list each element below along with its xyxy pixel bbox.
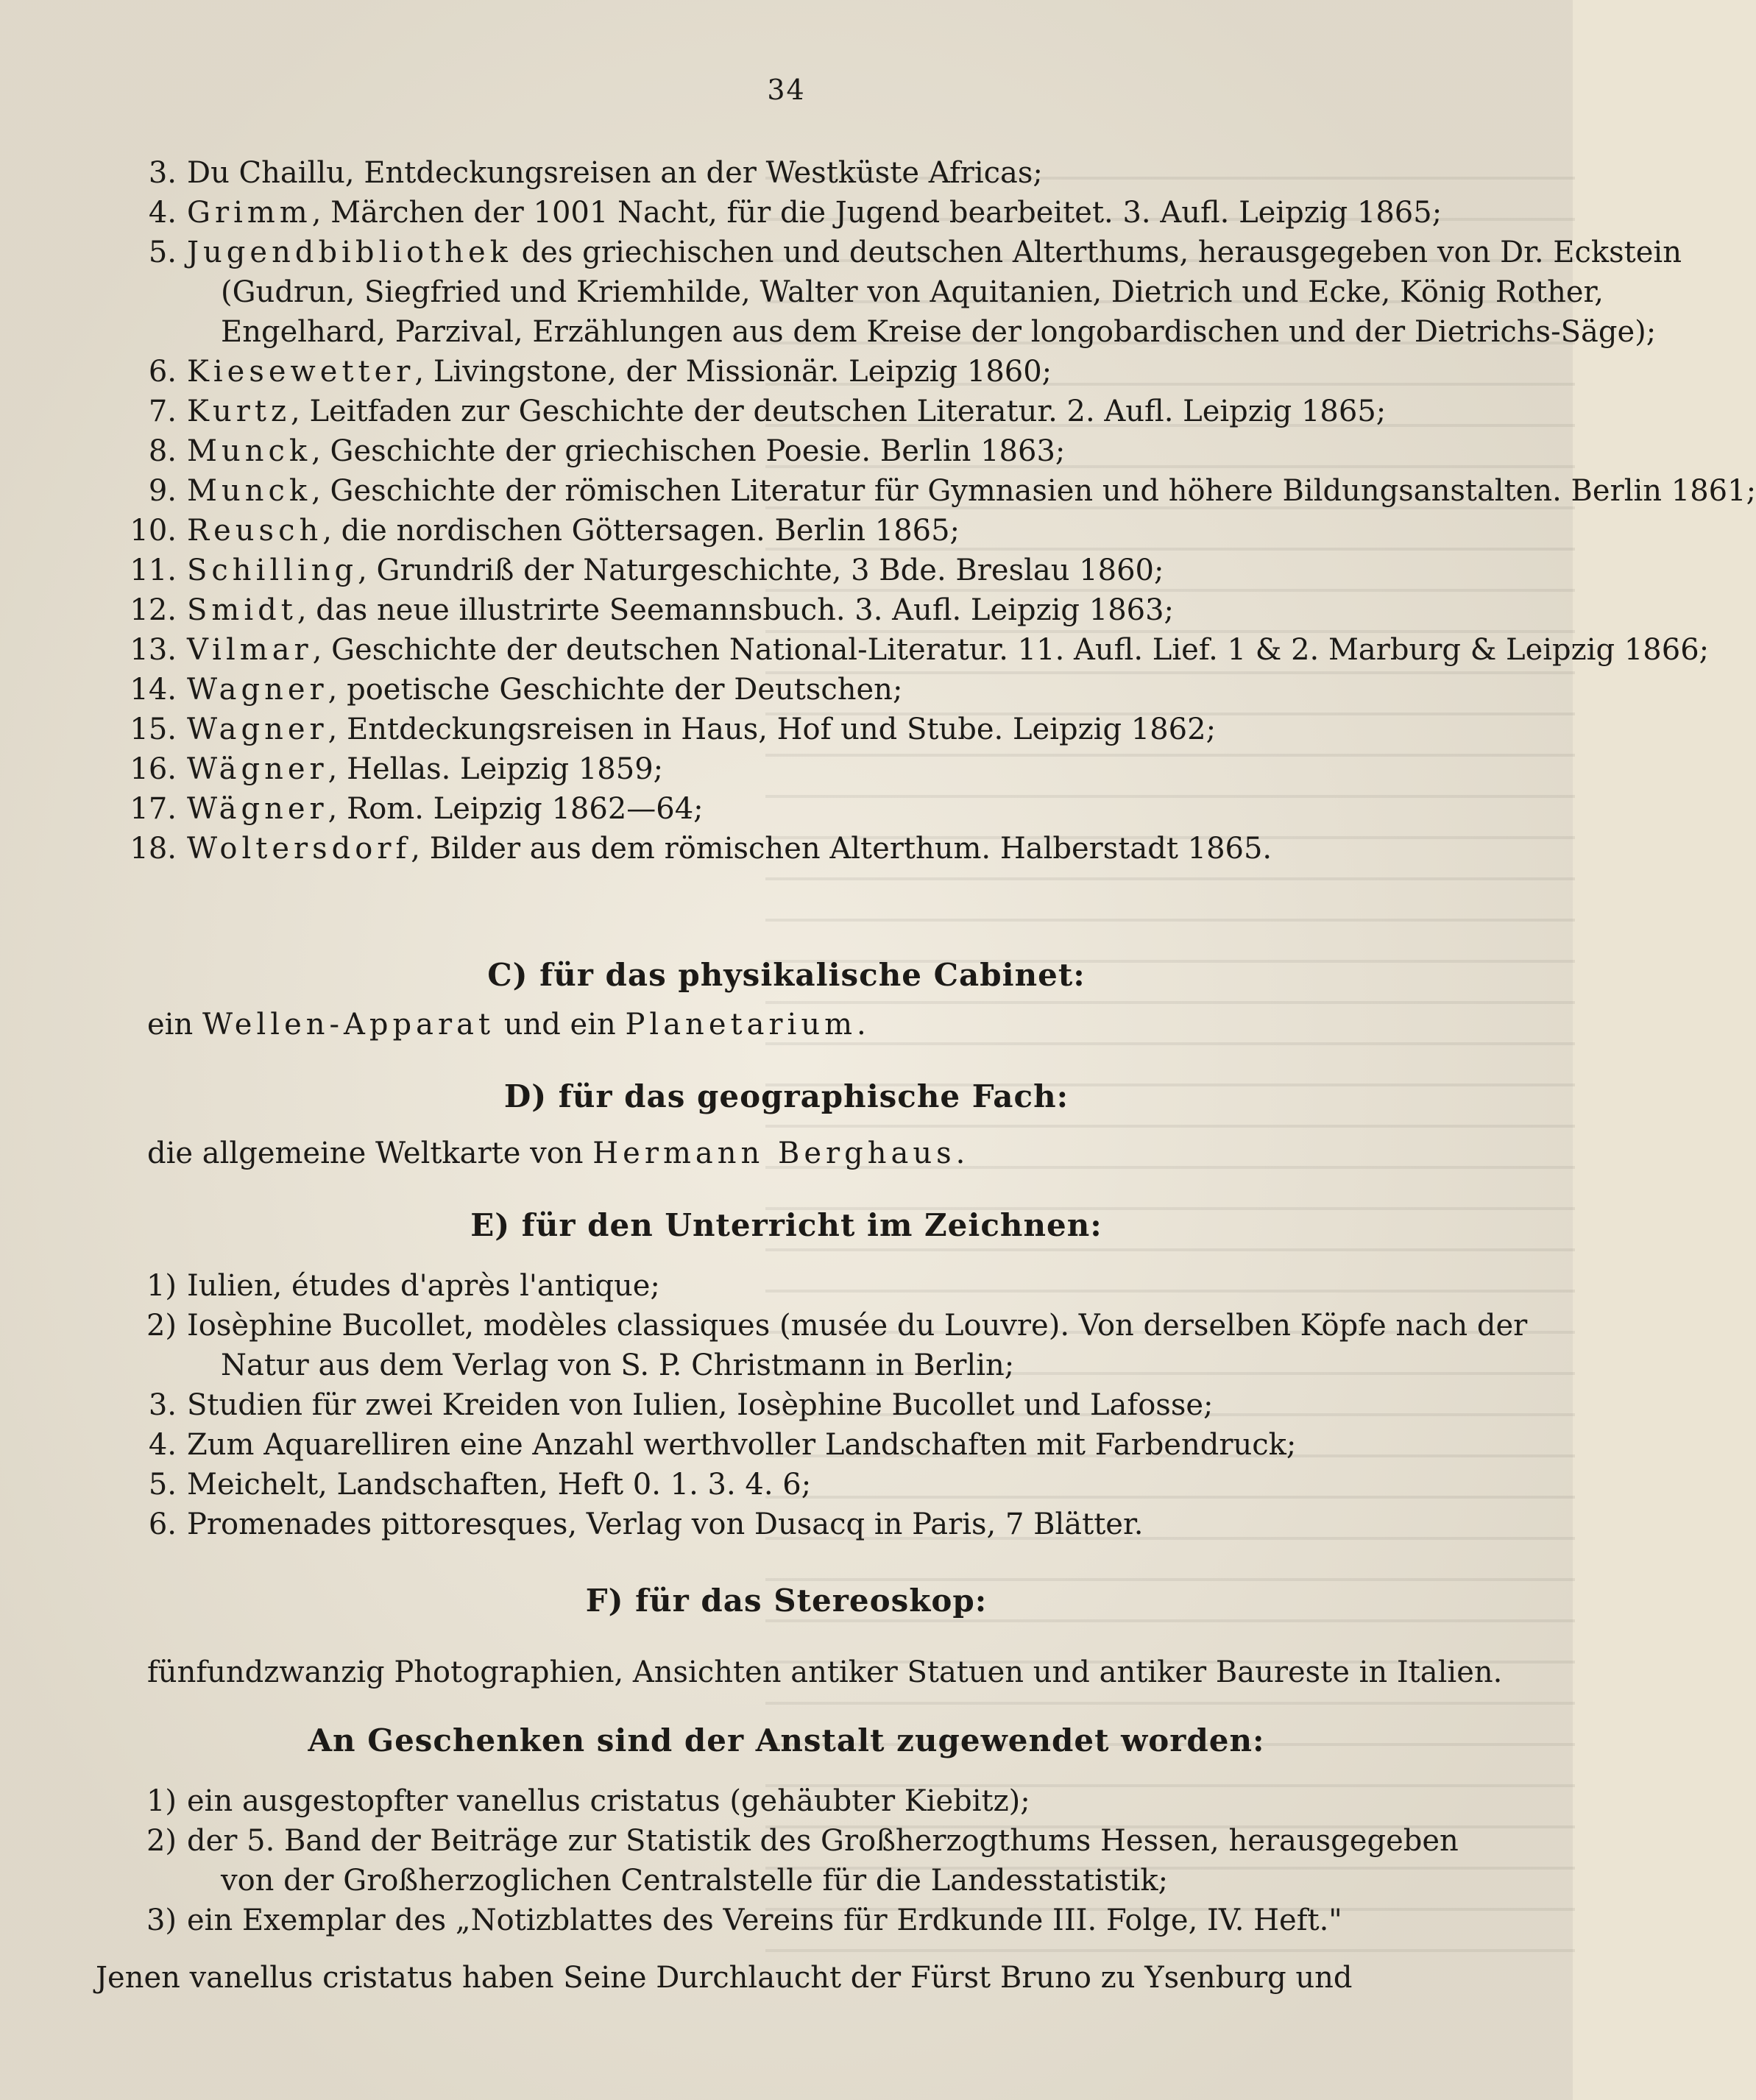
list-item: 6. Kiesewetter, Livingstone, der Missionär. Leipzig 1860; bbox=[148, 355, 1052, 389]
list-item: 5. Jugendbibliothek des griechischen und deutschen Alterthums, herausgegeben von Dr. Eckstein bbox=[148, 236, 1682, 269]
list-item: 4. Zum Aquarelliren eine Anzahl werthvoller Landschaften mit Farbendruck; bbox=[148, 1428, 1297, 1462]
section-d-heading: D) für das geographische Fach: bbox=[503, 1078, 1069, 1114]
list-item: 7. Kurtz, Leitfaden zur Geschichte der deutschen Literatur. 2. Aufl. Leipzig 1865; bbox=[148, 395, 1387, 428]
page-number: 34 bbox=[767, 74, 806, 106]
list-item: 2) der 5. Band der Beiträge zur Statistik des Großherzogthums Hessen, herausgegeben bbox=[146, 1824, 1459, 1858]
section-f-heading: F) für das Stereoskop: bbox=[585, 1583, 988, 1619]
list-item-continuation: Engelhard, Parzival, Erzählungen aus dem Kreise der longobardischen und der Dietrichs-Säge); bbox=[221, 315, 1657, 349]
list-item: 16. Wägner, Hellas. Leipzig 1859; bbox=[130, 752, 664, 786]
list-item: 13. Vilmar, Geschichte der deutschen National-Literatur. 11. Aufl. Lief. 1 & 2. Marburg & Leipzig 1866; bbox=[130, 633, 1710, 667]
list-item: 1) ein ausgestopfter vanellus cristatus (gehäubter Kiebitz); bbox=[146, 1784, 1030, 1818]
list-item: 11. Schilling, Grundriß der Naturgeschichte, 3 Bde. Breslau 1860; bbox=[130, 554, 1164, 587]
closing-line: Jenen vanellus cristatus haben Seine Durchlaucht der Fürst Bruno zu Ysenburg und bbox=[96, 1961, 1353, 1995]
list-item-continuation: von der Großherzoglichen Centralstelle für die Landesstatistik; bbox=[221, 1864, 1169, 1898]
list-item: 14. Wagner, poetische Geschichte der Deutschen; bbox=[130, 673, 903, 707]
drawing-list bbox=[110, 1266, 1528, 1544]
section-d-line: die allgemeine Weltkarte von Hermann Berghaus. bbox=[147, 1136, 966, 1170]
list-item-continuation: (Gudrun, Siegfried und Kriemhilde, Walter von Aquitanien, Dietrich und Ecke, König Rother, bbox=[221, 275, 1604, 309]
section-e-heading: E) für den Unterricht im Zeichnen: bbox=[470, 1207, 1102, 1243]
list-item: 8. Munck, Geschichte der griechischen Poesie. Berlin 1863; bbox=[148, 434, 1066, 468]
book-list bbox=[110, 153, 1756, 869]
gifts-heading: An Geschenken sind der Anstalt zugewendet worden: bbox=[308, 1722, 1265, 1758]
list-item: 18. Woltersdorf, Bilder aus dem römischen Alterthum. Halberstadt 1865. bbox=[130, 832, 1272, 866]
list-item: 5. Meichelt, Landschaften, Heft 0. 1. 3. 4. 6; bbox=[148, 1468, 812, 1502]
list-item: 17. Wägner, Rom. Leipzig 1862—64; bbox=[130, 792, 704, 826]
list-item: 3) ein Exemplar des „Notizblattes des Vereins für Erdkunde III. Folge, IV. Heft." bbox=[146, 1903, 1342, 1937]
section-c-heading: C) für das physikalische Cabinet: bbox=[487, 957, 1086, 993]
section-c-line: ein Wellen-Apparat und ein Planetarium. bbox=[147, 1008, 866, 1042]
list-item: 9. Munck, Geschichte der römischen Literatur für Gymnasien und höhere Bildungsanstalten. Berlin 1861; bbox=[148, 474, 1756, 508]
list-item: 12. Smidt, das neue illustrirte Seemannsbuch. 3. Aufl. Leipzig 1863; bbox=[130, 593, 1175, 627]
section-f-line: fünfundzwanzig Photographien, Ansichten antiker Statuen und antiker Baureste in Italien. bbox=[147, 1655, 1503, 1689]
list-item: 10. Reusch, die nordischen Göttersagen. Berlin 1865; bbox=[130, 514, 960, 548]
list-item: 2) Iosèphine Bucollet, modèles classiques (musée du Louvre). Von derselben Köpfe nach der bbox=[146, 1309, 1528, 1343]
list-item: 3. Studien für zwei Kreiden von Iulien, Iosèphine Bucollet und Lafosse; bbox=[148, 1388, 1214, 1422]
list-item: 4. Grimm, Märchen der 1001 Nacht, für die Jugend bearbeitet. 3. Aufl. Leipzig 1865; bbox=[148, 196, 1442, 230]
list-item-continuation: Natur aus dem Verlag von S. P. Christmann in Berlin; bbox=[221, 1348, 1015, 1382]
list-item: 3. Du Chaillu, Entdeckungsreisen an der Westküste Africas; bbox=[148, 156, 1043, 190]
list-item: 15. Wagner, Entdeckungsreisen in Haus, Hof und Stube. Leipzig 1862; bbox=[130, 713, 1217, 746]
list-item: 1) Iulien, études d'après l'antique; bbox=[146, 1269, 660, 1303]
list-item: 6. Promenades pittoresques, Verlag von Dusacq in Paris, 7 Blätter. bbox=[148, 1507, 1144, 1541]
gifts-list bbox=[110, 1781, 1479, 1940]
